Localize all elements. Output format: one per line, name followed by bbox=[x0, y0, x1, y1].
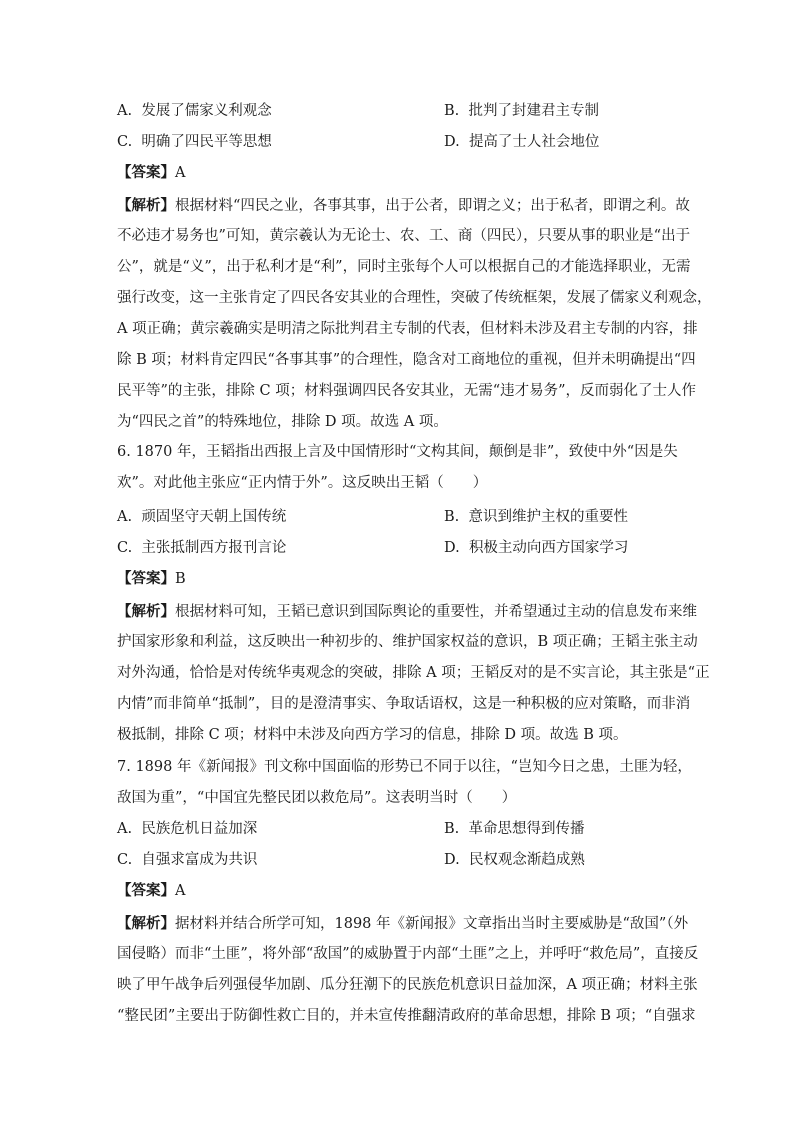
q6-analysis bbox=[117, 596, 710, 751]
q5-analysis-line: 公”，就是“义”，出于私利才是“利”，同时主张每个人可以根据自己的才能选择职业，无需 bbox=[117, 259, 691, 275]
q5-options-row-2 bbox=[117, 131, 697, 153]
q5-option-c[interactable]: C. 明确了四民平等思想 bbox=[117, 134, 272, 150]
q5-option-a[interactable]: A. 发展了儒家义利观念 bbox=[117, 103, 272, 119]
q7-analysis-line: 映了甲午战争后列强侵华加剧、瓜分狂潮下的民族危机意识日益加深，A 项正确；材料主张 bbox=[117, 977, 698, 993]
q7-option-d[interactable]: D. 民权观念渐趋成熟 bbox=[444, 852, 585, 868]
q6-analysis-line: 极抵制，排除 C 项；材料中未涉及向西方学习的信息，排除 D 项。故选 B 项。 bbox=[117, 727, 628, 743]
q7-option-b[interactable]: B. 革命思想得到传播 bbox=[444, 821, 585, 837]
q5-analysis-line: A 项正确；黄宗羲确实是明清之际批判君主专制的代表，但材料未涉及君主专制的内容，排 bbox=[117, 321, 698, 337]
q5-analysis-line: 强行改变，这一主张肯定了四民各安其业的合理性，突破了传统框架，发展了儒家义利观念， bbox=[117, 290, 712, 306]
q7-analysis-line: 【解析】据材料并结合所学可知，1898 年《新闻报》文章指出当时主要威胁是“敌国”（外 bbox=[117, 915, 689, 932]
q5-analysis-line: 民平等”的主张，排除 C 项；材料强调四民各安其业，无需“违才易务”，反而弱化了士人作 bbox=[117, 383, 697, 399]
q5-options-row-1 bbox=[117, 100, 697, 122]
q5-option-d[interactable]: D. 提高了士人社会地位 bbox=[444, 134, 600, 150]
q7-option-c[interactable]: C. 自强求富成为共识 bbox=[117, 852, 258, 868]
q6-analysis-line: 【解析】根据材料可知，王韬已意识到国际舆论的重要性，并希望通过主动的信息发布来维 bbox=[117, 603, 697, 620]
q5-analysis-line: 不必违才易务也”可知，黄宗羲认为无论士、农、工、商（四民），只要从事的职业是“出于 bbox=[117, 228, 691, 244]
q7-option-a[interactable]: A. 民族危机日益加深 bbox=[117, 821, 258, 837]
q5-analysis-line: 【解析】根据材料“四民之业，各事其事，出于公者，即谓之义；出于私者，即谓之利。故 bbox=[117, 197, 690, 214]
q7-options-row-2 bbox=[117, 849, 697, 871]
q7-stem-line: 敌国为重”，“中国宜先整民团以救危局”。这表明当时（ ） bbox=[117, 790, 517, 806]
q7-analysis bbox=[117, 908, 699, 1032]
q7-analysis-line: “整民团”主要出于防御性救亡目的，并未宣传推翻清政府的革命思想，排除 B 项；“自强求 bbox=[117, 1008, 696, 1024]
q6-stem bbox=[117, 437, 677, 499]
q6-analysis-line: 对外沟通，恰恰是对传统华夷观念的突破，排除 A 项；王韬反对的是不实言论，其主张是“正 bbox=[117, 665, 710, 681]
q6-analysis-line: 护国家形象和利益，这反映出一种初步的、维护国家权益的意识，B 项正确；王韬主张主动 bbox=[117, 634, 698, 650]
q5-analysis-line: 除 B 项；材料肯定四民“各事其事”的合理性，隐含对工商地位的重视，但并未明确提出“四 bbox=[117, 352, 696, 368]
q6-answer: 【答案】B bbox=[117, 570, 186, 587]
q6-option-c[interactable]: C. 主张抵制西方报刊言论 bbox=[117, 540, 287, 556]
q6-option-b[interactable]: B. 意识到维护主权的重要性 bbox=[444, 509, 628, 525]
q6-option-a[interactable]: A. 顽固坚守天朝上国传统 bbox=[117, 509, 287, 525]
q6-options-row-2 bbox=[117, 537, 697, 559]
q6-options-row-1 bbox=[117, 506, 697, 528]
q5-answer: 【答案】A bbox=[117, 164, 186, 181]
q6-option-d[interactable]: D. 积极主动向西方国家学习 bbox=[444, 540, 629, 556]
q7-options-row-1 bbox=[117, 818, 697, 840]
q6-stem-line: 6. 1870 年，王韬指出西报上言及中国情形时“文构其间，颠倒是非”，致使中外“因是失 bbox=[117, 444, 678, 460]
q5-analysis bbox=[117, 190, 712, 438]
q7-analysis-line: 国侵略）而非“土匪”，将外部“敌国”的威胁置于内部“土匪”之上，并呼吁“救危局”，直接反 bbox=[117, 946, 699, 962]
q5-analysis-line: 为“四民之首”的特殊地位，排除 D 项。故选 A 项。 bbox=[117, 414, 448, 430]
q5-option-b[interactable]: B. 批判了封建君主专制 bbox=[444, 103, 599, 119]
q7-answer: 【答案】A bbox=[117, 882, 186, 899]
q6-stem-line: 欢”。对此他主张应“正内情于外”。这反映出王韬（ ） bbox=[117, 475, 488, 491]
q6-analysis-line: 内情”而非简单“抵制”，目的是澄清事实、争取话语权，这是一种积极的应对策略，而非消 bbox=[117, 696, 691, 712]
q7-stem bbox=[117, 752, 692, 814]
q7-stem-line: 7. 1898 年《新闻报》刊文称中国面临的形势已不同于以往，“岂知今日之患，土匪为轻， bbox=[117, 759, 692, 775]
